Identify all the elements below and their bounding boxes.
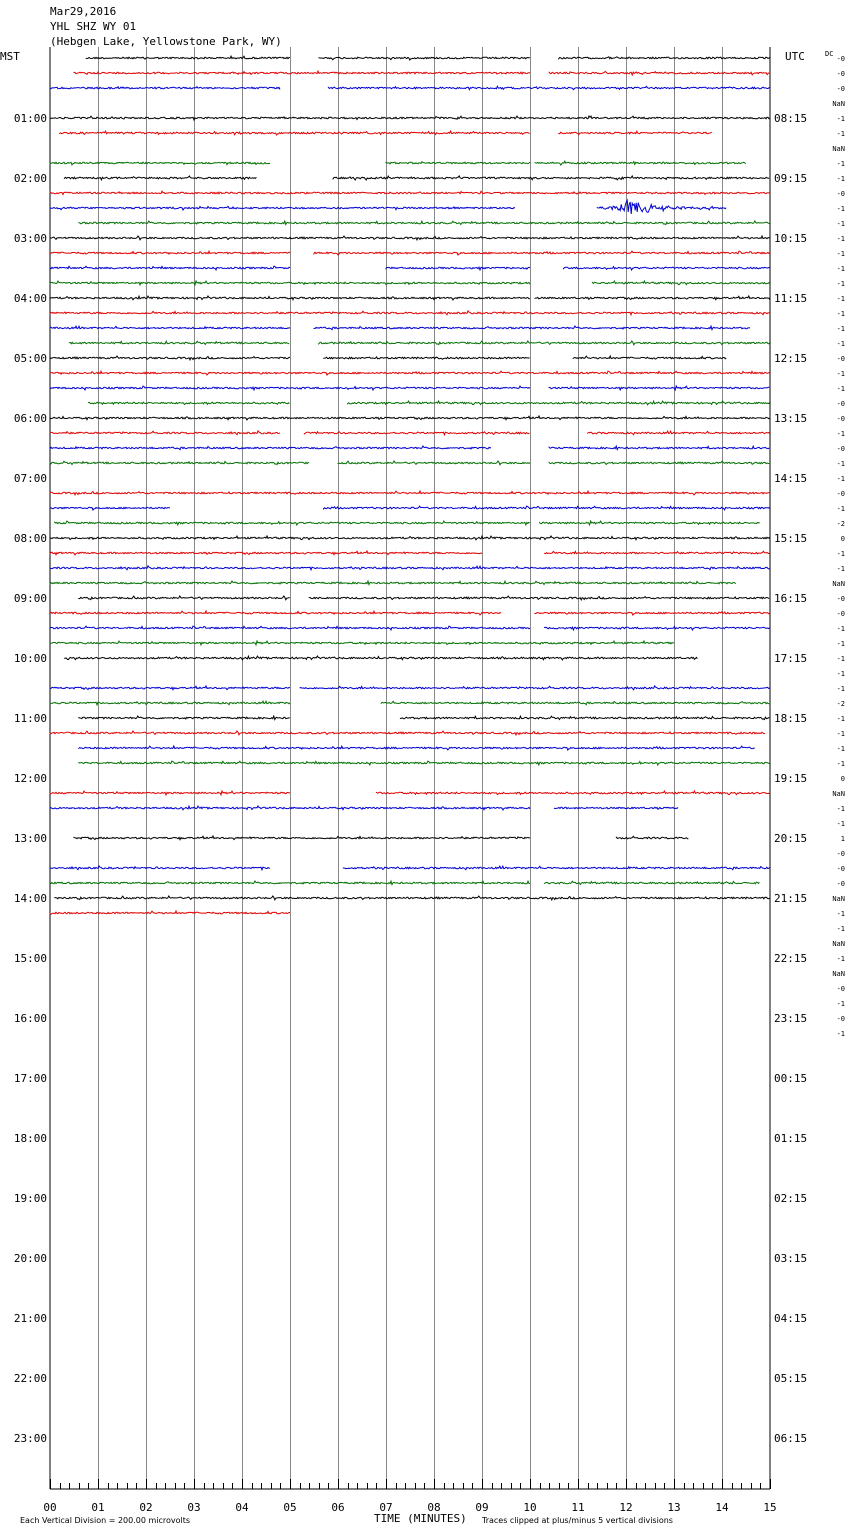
dc-offset-label: -1 [836,670,845,678]
mst-hour-label: 01:00 [13,112,47,125]
utc-hour-label: 04:15 [774,1312,808,1325]
dc-offset-label: -0 [836,490,845,498]
dc-offset-label: -1 [836,235,845,243]
x-tick-label: 11 [571,1501,585,1514]
seismic-trace-segment [549,71,769,75]
axis-labels [0,50,845,1525]
dc-offset-label: -1 [836,340,845,348]
seismic-trace-segment [50,551,482,555]
x-tick-label: 10 [523,1501,537,1514]
seismic-trace-segment [343,866,770,870]
x-tick-label: 03 [187,1501,201,1514]
dc-offset-label: -1 [836,430,845,438]
dc-offset-label: -0 [836,355,845,363]
dc-offset-label: -0 [836,880,845,888]
x-tick-label: 05 [283,1501,297,1514]
mst-hour-label: 08:00 [13,532,47,545]
seismic-trace-segment [50,866,270,870]
utc-hour-label: 01:15 [774,1132,808,1145]
dc-offset-label: -1 [836,655,845,663]
vertical-division-note: Each Vertical Division = 200.00 microvolts [20,1516,191,1525]
seismic-trace-segment [616,836,688,839]
seismic-trace-segment [69,341,289,344]
dc-offset-label: 0 [840,535,845,543]
clip-note: Traces clipped at plus/minus 5 vertical divisions [482,1516,673,1525]
utc-hour-label: 20:15 [774,832,808,845]
mst-hour-label: 09:00 [13,592,47,605]
dc-offset-label: -1 [836,370,845,378]
seismic-trace-segment [549,446,769,450]
mst-hour-label: 03:00 [13,232,47,245]
dc-offset-label: NaN [832,100,845,108]
mst-hour-label: 20:00 [13,1252,47,1265]
utc-hour-label: 10:15 [774,232,808,245]
seismic-trace-segment [588,431,770,435]
seismic-trace-segment [79,746,755,750]
seismic-trace-segment [64,176,256,180]
chart-date: Mar29,2016 [50,5,117,18]
dc-offset-label: -1 [836,460,845,468]
x-tick-label: 15 [763,1501,777,1514]
dc-offset-label: -1 [836,325,845,333]
seismic-trace-segment [50,251,290,254]
utc-hour-label: 08:15 [774,112,808,125]
utc-hour-label: 15:15 [774,532,808,545]
seismic-trace-segment [74,71,530,74]
dc-offset-label: -1 [836,1000,845,1008]
seismic-trace-segment [381,701,769,704]
dc-offset-label: -0 [836,1015,845,1023]
seismic-trace-segment [50,206,515,210]
utc-hour-label: 05:15 [774,1372,808,1385]
mst-hour-label: 15:00 [13,952,47,965]
dc-offset-label: -1 [836,730,845,738]
mst-hour-label: 18:00 [13,1132,47,1145]
dc-offset-label: -1 [836,475,845,483]
utc-hour-label: 02:15 [774,1192,808,1205]
seismic-trace-segment [79,716,290,720]
seismic-trace-segment [50,446,491,450]
seismic-trace-segment [50,491,770,495]
dc-offset-label: -1 [836,745,845,753]
dc-offset-label: -1 [836,265,845,273]
dc-offset-label: -1 [836,820,845,828]
seismic-trace-segment [314,251,770,255]
dc-offset-label: -1 [836,625,845,633]
seismic-trace-segment [549,386,769,390]
dc-offset-label: NaN [832,940,845,948]
seismic-trace-segment [50,566,770,570]
seismic-trace-segment [88,402,289,404]
seismic-trace-segment [549,461,769,464]
mst-hour-label: 11:00 [13,712,47,725]
seismic-trace-segment [324,357,530,359]
seismic-trace-segment [348,401,770,405]
seismic-trace-segment [79,596,290,600]
x-tick-label: 09 [475,1501,489,1514]
dc-offset-label: -0 [836,85,845,93]
dc-offset-label: -1 [836,805,845,813]
dc-offset-label: -1 [836,130,845,138]
dc-offset-label: NaN [832,895,845,903]
dc-offset-label: -1 [836,295,845,303]
seismic-trace-segment [50,266,290,270]
seismic-trace-segment [535,296,770,300]
seismic-trace-segment [60,131,530,135]
dc-offset-label: -1 [836,955,845,963]
mst-hour-label: 23:00 [13,1432,47,1445]
dc-offset-label: 0 [840,775,845,783]
dc-label: DC [825,50,834,58]
dc-offset-label: -1 [836,160,845,168]
seismic-trace-segment [314,326,750,330]
seismic-trace-segment [564,267,770,270]
x-tick-label: 01 [91,1501,105,1514]
seismic-trace-segment [50,731,765,735]
utc-hour-label: 16:15 [774,592,808,605]
x-tick-label: 02 [139,1501,153,1514]
seismic-trace-segment [79,221,770,225]
utc-hour-label: 09:15 [774,172,808,185]
seismic-trace-segment [324,506,770,510]
seismic-trace-segment [333,176,769,180]
seismic-trace-segment [50,791,290,795]
seismic-trace-segment [376,791,769,795]
seismic-trace-segment [559,57,770,59]
seismic-trace-segment [535,161,746,165]
dc-offset-label: -0 [836,400,845,408]
mst-hour-label: 12:00 [13,772,47,785]
utc-axis-title: UTC [785,50,805,63]
x-tick-label: 07 [379,1501,393,1514]
utc-hour-label: 17:15 [774,652,808,665]
dc-offset-label: -1 [836,385,845,393]
dc-offset-label: -0 [836,70,845,78]
mst-hour-label: 21:00 [13,1312,47,1325]
seismic-trace-segment [50,641,674,645]
seismic-trace-segment [300,686,770,690]
dc-offset-label: -0 [836,865,845,873]
dc-offset-label: NaN [832,145,845,153]
seismic-trace-segment [50,611,501,615]
dc-offset-label: -0 [836,850,845,858]
dc-offset-label: -1 [836,910,845,918]
dc-offset-label: NaN [832,580,845,588]
dc-offset-label: -1 [836,715,845,723]
x-axis-title: TIME (MINUTES) [374,1512,467,1525]
dc-offset-label: -0 [836,445,845,453]
utc-hour-label: 00:15 [774,1072,808,1085]
utc-hour-label: 18:15 [774,712,808,725]
seismic-trace-segment [554,807,678,809]
seismic-trace-segment [573,356,726,359]
seismic-trace-segment [540,521,760,525]
seismic-trace-segment [50,536,770,540]
dc-offset-label: -1 [836,310,845,318]
seismic-trace-segment [386,267,530,270]
dc-offset-label: NaN [832,970,845,978]
utc-hour-label: 06:15 [774,1432,808,1445]
dc-offset-label: -1 [836,1030,845,1038]
utc-hour-label: 03:15 [774,1252,808,1265]
mst-hour-label: 22:00 [13,1372,47,1385]
seismic-traces [50,56,770,914]
x-tick-label: 13 [667,1501,681,1514]
mst-hour-label: 13:00 [13,832,47,845]
utc-hour-label: 22:15 [774,952,808,965]
utc-hour-label: 12:15 [774,352,808,365]
dc-offset-label: -2 [836,520,845,528]
seismic-trace-segment [309,596,769,600]
dc-offset-label: -1 [836,685,845,693]
seismic-trace-segment [535,612,770,615]
dc-offset-label: -1 [836,175,845,183]
utc-hour-label: 23:15 [774,1012,808,1025]
mst-hour-label: 16:00 [13,1012,47,1025]
seismic-trace-segment [50,116,770,120]
dc-offset-label: -1 [836,505,845,513]
x-tick-label: 14 [715,1501,729,1514]
mst-hour-label: 04:00 [13,292,47,305]
seismic-trace-segment [592,281,769,285]
dc-offset-label: -1 [836,115,845,123]
dc-offset-label: -0 [836,610,845,618]
x-tick-label: 08 [427,1501,441,1514]
seismic-trace-segment [50,581,736,585]
seismic-trace-segment [55,896,770,900]
seismic-trace-segment [386,162,530,164]
utc-hour-label: 13:15 [774,412,808,425]
dc-offset-label: -0 [836,415,845,423]
seismic-trace-segment [50,326,290,329]
dc-offset-label: 1 [840,835,845,843]
seismic-trace-segment [55,521,530,525]
mst-hour-label: 14:00 [13,892,47,905]
utc-hour-label: 19:15 [774,772,808,785]
x-tick-label: 12 [619,1501,633,1514]
seismic-trace-segment [50,87,280,90]
seismic-trace-segment [50,162,270,165]
seismic-trace-segment [50,356,290,360]
mst-axis-title: MST [0,50,20,63]
seismic-trace-segment [50,311,770,315]
seismic-trace-segment [64,656,697,660]
dc-offset-label: -1 [836,250,845,258]
utc-hour-label: 14:15 [774,472,808,485]
mst-hour-label: 05:00 [13,352,47,365]
seismic-trace-segment [74,836,530,840]
utc-hour-label: 21:15 [774,892,808,905]
grid-lines [50,47,771,1489]
seismic-trace-segment [544,881,759,884]
mst-hour-label: 17:00 [13,1072,47,1085]
x-tick-label: 00 [43,1501,57,1514]
mst-hour-label: 07:00 [13,472,47,485]
seismic-trace-segment [319,57,530,60]
mst-hour-label: 10:00 [13,652,47,665]
seismic-trace-segment [559,131,712,135]
seismic-trace-segment [50,416,770,420]
dc-offset-label: -1 [836,205,845,213]
dc-offset-label: -0 [836,985,845,993]
seismic-trace-segment [50,686,290,690]
dc-offset-label: -1 [836,760,845,768]
seismic-trace-segment [50,461,309,464]
seismic-trace-segment [400,716,769,719]
seismic-trace-segment [328,86,769,89]
seismic-trace-segment [86,56,290,59]
seismic-trace-segment [50,431,280,435]
dc-offset-label: -1 [836,220,845,228]
utc-hour-label: 11:15 [774,292,808,305]
dc-offset-label: -0 [836,190,845,198]
dc-offset-label: -1 [836,280,845,288]
seismic-trace-segment [50,236,770,240]
mst-hour-label: 19:00 [13,1192,47,1205]
seismic-trace-segment [50,701,290,705]
dc-offset-label: NaN [832,790,845,798]
x-tick-label: 06 [331,1501,345,1514]
dc-offset-label: -1 [836,640,845,648]
dc-offset-label: -1 [836,565,845,573]
dc-offset-label: -0 [836,595,845,603]
dc-offset-label: -1 [836,550,845,558]
dc-offset-label: -1 [836,925,845,933]
chart-location: (Hebgen Lake, Yellowstone Park, WY) [50,35,282,48]
mst-hour-label: 02:00 [13,172,47,185]
chart-station: YHL SHZ WY 01 [50,20,137,33]
seismic-trace-segment [79,761,770,765]
seismic-trace-segment [50,371,770,375]
seismic-trace-segment [50,507,170,510]
dc-offset-label: -0 [836,55,845,63]
x-tick-label: 04 [235,1501,249,1514]
seismic-trace-segment [597,200,726,214]
seismic-trace-segment [50,191,770,194]
mst-hour-label: 06:00 [13,412,47,425]
dc-offset-label: -2 [836,700,845,708]
seismic-trace-segment [50,911,290,914]
